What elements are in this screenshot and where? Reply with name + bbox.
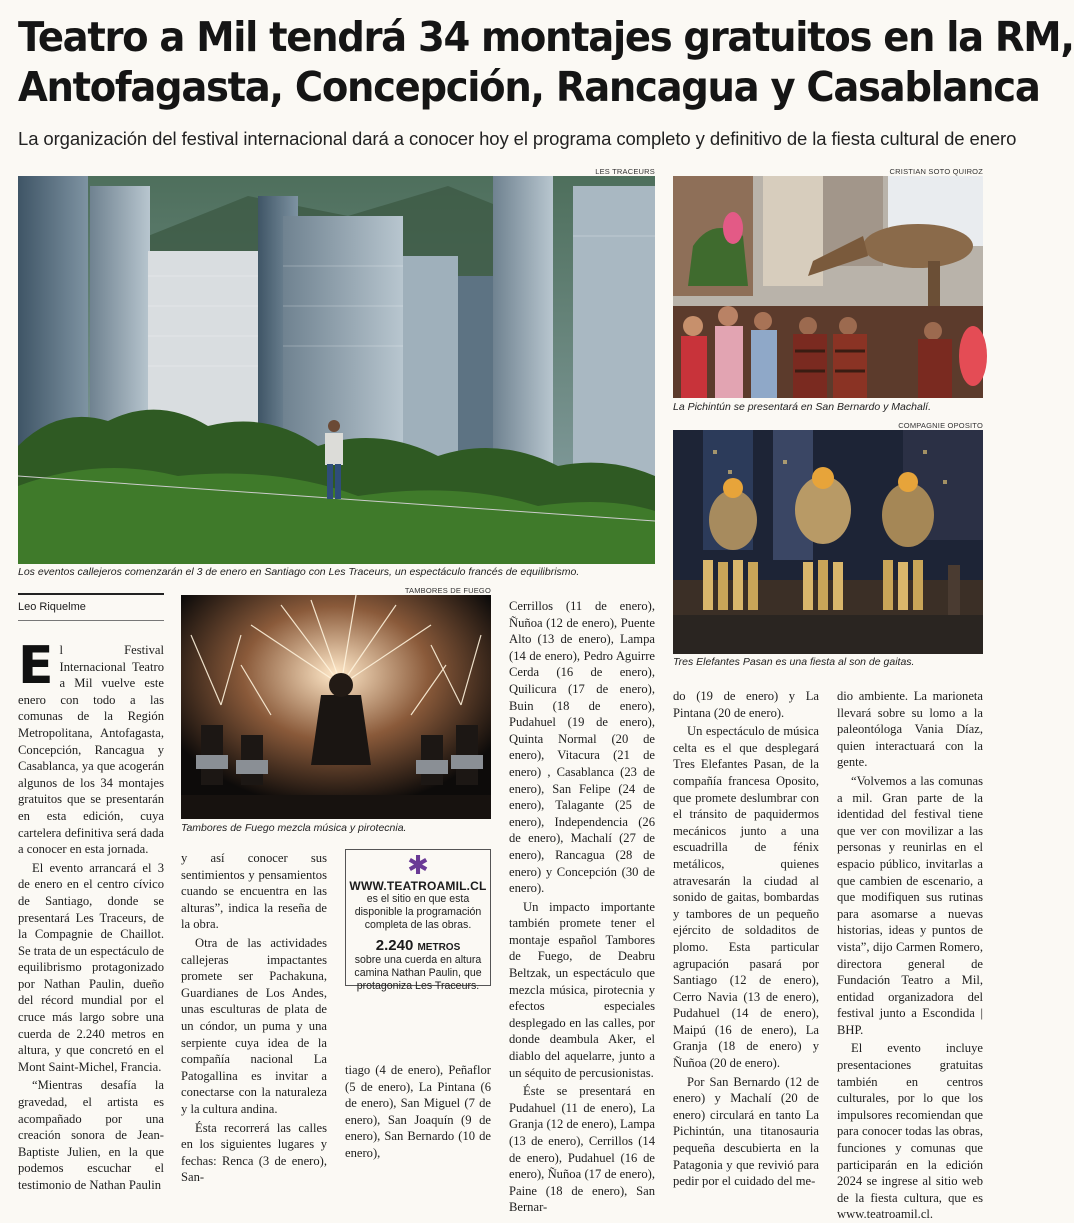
fire-photo-caption: Tambores de Fuego mezcla música y pirotecnia. — [181, 822, 407, 834]
article-column-5 — [837, 688, 983, 1222]
top-right-photo — [673, 176, 983, 398]
col4-paragraph-2: Un espectáculo de música celta es el que desplegará Tres Elefantes Pasan, de la compañía francesa Oposito, que promete deslumbrar con el tránsito de paquidermos mecánicos junto a una escuadrilla de fénix metálicos, quienes atravesarán la ciudad al sonido de gaitas, bombardas y tambores de un pequeño ejército de soldaditos de plomo. Esta particular agrupación pasará por Santiago (12 de enero), Cerro Navia (13 de enero), Pudahuel (14 de enero), Maipú (16 de enero), La Granja (18 de enero) y Ñuñoa (20 de enero). — [673, 724, 819, 1071]
drop-cap: E — [18, 636, 54, 696]
col4-paragraph-3: Por San Bernardo (12 de enero) y Machalí (20 de enero) circulará en tanto La Pichintún, una titanosauria pequeña descubierta en la Patagonia y que revivió para pedir por el cuidado del me- — [673, 1074, 819, 1189]
byline-rule-bottom — [18, 620, 164, 621]
promo-big-unit: METROS — [417, 942, 461, 953]
col3-paragraph-2: Un impacto importante también promete tener el montaje español Tambores de Fuego, de Deabru Beltzak, un espectáculo que mezcla música, pirotecnia y efectos especiales desplegado en las calles, por donde deambula Aker, el diablo del aquelarre, junto a un séquito de percusionistas. — [509, 899, 655, 1080]
headline-line-1: Teatro a Mil tendrá 34 montajes gratuitos en la RM, — [18, 13, 1074, 61]
fire-photo — [181, 595, 491, 819]
col4-paragraph-1: do (19 de enero) y La Pintana (20 de enero). — [673, 689, 819, 720]
col2-paragraph-1: y así conocer sus sentimientos y pensamientos cuando se encuentra en las alturas”, indica la reseña de la obra. — [181, 851, 327, 932]
byline-rule-top — [18, 593, 164, 595]
article-column-3 — [509, 598, 655, 1215]
article-column-2 — [181, 850, 327, 1185]
article-column-4 — [673, 688, 819, 1189]
col5-paragraph-2: “Volvemos a las comunas a mil. Gran parte de la identidad del festival tiene que ver con movilizar a las personas y reunirlas en el espacio público, invitarlas a que cambien de escenario, a que modifiquen sus rutinas para asomarse a nuevas historias, ideas y puntos de vista”, dijo Carmen Romero, directora general de Fundación Teatro a Mil, entidad organizadora del festival junto a Escondida | BHP. — [837, 773, 983, 1037]
mid-right-photo — [673, 430, 983, 654]
byline: Leo Riquelme — [18, 601, 86, 613]
col3-paragraph-3: Éste se presentará en Pudahuel (11 de enero), La Granja (12 de enero), Lampa (13 de enero), Cerrillos (14 de enero), Pudahuel (16 de enero), Ñuñoa (17 de enero), Paine (18 de enero), San Bernar- — [509, 1084, 655, 1215]
main-photo-caption: Los eventos callejeros comenzarán el 3 de enero en Santiago con Les Traceurs, un espectáculo francés de equilibrismo. — [18, 566, 580, 578]
headline-line-2: Antofagasta, Concepción, Rancagua y Casablanca — [18, 63, 1040, 111]
article-column-1 — [18, 636, 164, 1192]
fire-photo-credit: TAMBORES DE FUEGO — [404, 586, 491, 595]
mid-right-photo-credit: COMPAGNIE OPOSITO — [898, 421, 983, 430]
col2-paragraph-2: Otra de las actividades callejeras impactantes promete ser Pachakuna, Guardianes de Los Andes, unas esculturas de plata de un cóndor, un puma y una serpiente cuya idea de la compañía nacional La Patogallina es invitar a conectarse con la naturaleza y la cultura andina. — [181, 935, 327, 1116]
col3-paragraph-1: Cerrillos (11 de enero), Ñuñoa (12 de enero), Puente Alto (13 de enero), Lampa (14 de enero), Pedro Aguirre Cerda (16 de enero), Quilicura (17 de enero), Buin (18 de enero), Pudahuel (19 de enero), Quinta Normal (20 de enero), Vitacura (21 de enero) , Casablanca (23 de enero), San Felipe (24 de enero), Talagante (25 de enero), Independencia (26 de enero), Machalí (27 de enero), Rancagua (28 de enero) y Concepción (30 de enero). — [509, 599, 655, 896]
mid-right-photo-caption: Tres Elefantes Pasan es una fiesta al son de gaitas. — [673, 656, 915, 668]
col2b-paragraph-1: tiago (4 de enero), Peñaflor (5 de enero), La Pintana (6 de enero), San Miguel (7 de enero), San Joaquín (9 de enero), San Bernardo (10 de enero), — [345, 1063, 491, 1160]
article-column-2b — [345, 1062, 491, 1160]
main-photo — [18, 176, 655, 564]
col1-paragraph-2: El evento arrancará el 3 de enero en el centro cívico de Santiago, donde se presentará Les Traceurs, de la Compagnie de Chaillot. Se trata de un espectáculo de equilibrismo protagonizado por Nathan Paulin, dueño del récord mundial por el cruce más largo sobre una cuerda de 2.240 metros en altura, y que concretó en el Mont Saint-Michel, Francia. — [18, 860, 164, 1074]
col5-paragraph-1: dio ambiente. La marioneta llevará sobre su lomo a la paleontóloga Vania Díaz, quien interactuará con la gente. — [837, 689, 983, 770]
promo-box — [345, 849, 491, 992]
col1-paragraph-1: l Festival Internacional Teatro a Mil vuelve este enero con todo a las comunas de la Región Metropolitana, Antofagasta, Concepción, Rancagua y Casablanca, ya que acogerán algunos de los 34 montajes gratuitos que se presentarán en esta edición, cuya cartelera definitiva será dada a conocer en esta jornada. — [18, 643, 164, 857]
subheadline: La organización del festival internacional dará a conocer hoy el programa completo y definitivo de la fiesta cultural de enero — [18, 128, 1017, 149]
top-right-photo-caption: La Pichintún se presentará en San Bernardo y Machalí. — [673, 401, 931, 413]
promo-big-number: 2.240 — [375, 937, 414, 954]
main-photo-credit: LES TRACEURS — [595, 167, 655, 176]
col2-paragraph-3: Ésta recorrerá las calles en los siguientes lugares y fechas: Renca (3 de enero), San- — [181, 1120, 327, 1185]
col5-paragraph-3: El evento incluye presentaciones gratuitas también en centros culturales, por lo que los impulsores recomiendan que para conocer todas las obras, funciones y comunas que participarán en la edición 2024 se ingrese al sitio web de la fiesta cultura, que es www.teatroamil.cl. — [837, 1041, 983, 1222]
top-right-photo-credit: CRISTIAN SOTO QUIROZ — [889, 167, 983, 176]
promo-text-1: es el sitio en que esta disponible la programación completa de las obras. — [354, 893, 482, 931]
col1-paragraph-3: “Mientras desafía la gravedad, el artista es acompañado por una creación sonora de Jean-Baptiste Julien, en la que podemos escuchar el testimonio de Nathan Paulin — [18, 1078, 164, 1192]
asterisk-icon: ✱ — [407, 850, 429, 880]
promo-text-2: sobre una cuerda en altura camina Nathan Paulin, que protagoniza Les Traceurs. — [354, 954, 482, 992]
headline — [18, 12, 1074, 112]
promo-url: WWW.TEATROAMIL.CL — [349, 879, 487, 893]
